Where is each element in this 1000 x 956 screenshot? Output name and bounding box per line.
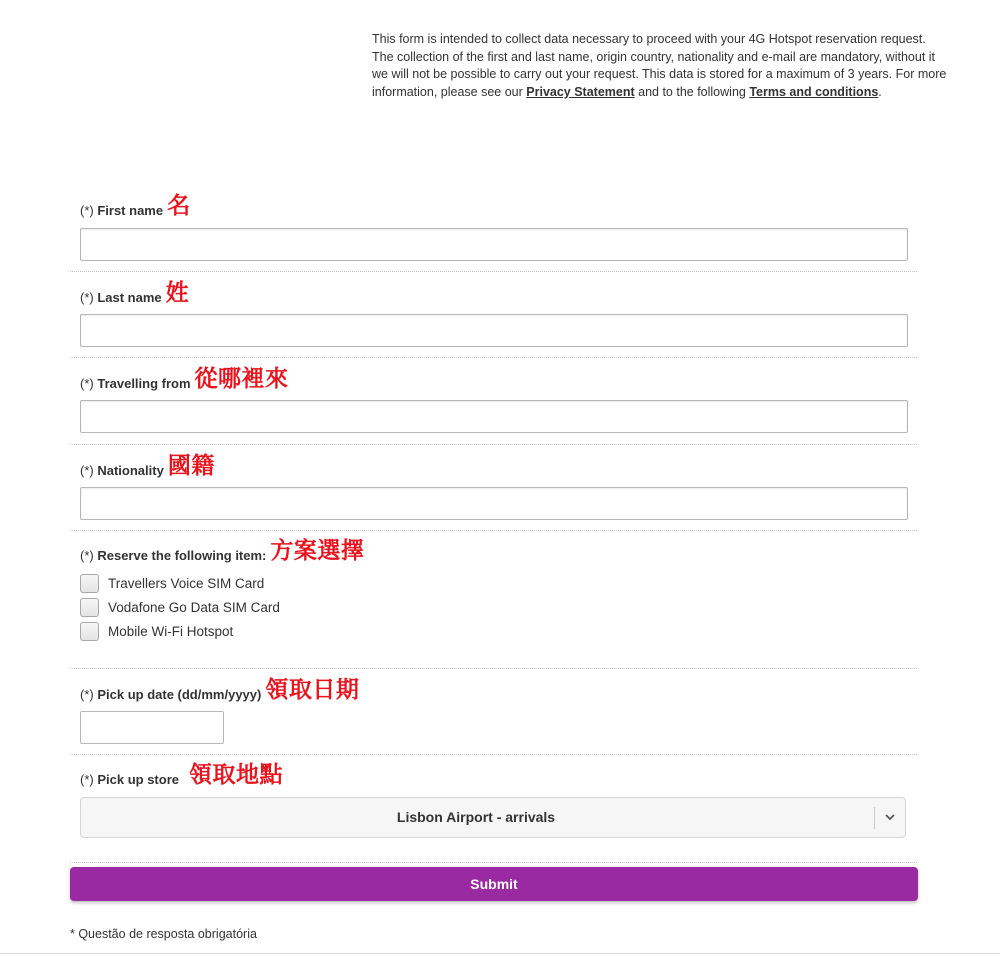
terms-conditions-link[interactable]: Terms and conditions — [749, 84, 879, 99]
divider — [70, 444, 917, 445]
divider — [70, 668, 917, 669]
form-intro — [372, 31, 947, 101]
privacy-statement-link[interactable]: Privacy Statement — [526, 84, 635, 99]
travelling-from-annotation: 從哪裡來 — [194, 366, 289, 392]
divider — [70, 862, 917, 863]
pickup-store-label-text: Pick up store — [97, 772, 179, 787]
pickup-store-annotation: 領取地點 — [188, 762, 283, 788]
required-marker: (*) — [80, 463, 94, 478]
pickup-date-input[interactable] — [80, 711, 224, 744]
travelling-from-label-text: Travelling from — [97, 376, 191, 391]
required-marker: (*) — [80, 376, 94, 391]
intro-middle-text: and to the following — [634, 84, 750, 99]
submit-button[interactable]: Submit — [70, 867, 918, 901]
data-sim-checkbox[interactable] — [80, 598, 99, 617]
first-name-label — [80, 193, 191, 219]
option-voice-sim[interactable] — [80, 574, 264, 593]
pickup-date-label — [80, 677, 359, 703]
voice-sim-label[interactable]: Travellers Voice SIM Card — [108, 576, 265, 591]
option-data-sim[interactable] — [80, 598, 280, 617]
required-marker: (*) — [80, 290, 94, 305]
first-name-input[interactable] — [80, 228, 908, 261]
intro-end-text: . — [878, 84, 882, 99]
wifi-hotspot-label[interactable]: Mobile Wi-Fi Hotspot — [108, 624, 234, 639]
pickup-store-label — [80, 762, 283, 788]
travelling-from-input[interactable] — [80, 400, 908, 433]
option-wifi-hotspot[interactable] — [80, 622, 233, 641]
nationality-label — [80, 453, 215, 479]
last-name-label-text: Last name — [97, 290, 162, 305]
divider — [70, 754, 917, 755]
reserve-item-annotation: 方案選擇 — [270, 538, 365, 564]
select-separator — [874, 807, 875, 829]
required-marker: (*) — [80, 203, 94, 218]
required-marker: (*) — [80, 687, 94, 702]
required-marker: (*) — [80, 548, 94, 563]
nationality-input[interactable] — [80, 487, 908, 520]
required-marker: (*) — [80, 772, 94, 787]
last-name-annotation: 姓 — [165, 280, 190, 306]
voice-sim-checkbox[interactable] — [80, 574, 99, 593]
data-sim-label[interactable]: Vodafone Go Data SIM Card — [108, 600, 280, 615]
pickup-date-annotation: 領取日期 — [265, 677, 360, 703]
chevron-down-icon[interactable] — [884, 811, 896, 823]
last-name-input[interactable] — [80, 314, 908, 347]
last-name-label — [80, 280, 189, 306]
divider — [70, 271, 917, 272]
pickup-store-selected-value: Lisbon Airport - arrivals — [396, 809, 556, 825]
bottom-divider — [0, 953, 1000, 954]
wifi-hotspot-checkbox[interactable] — [80, 622, 99, 641]
required-footnote: * Questão de resposta obrigatória — [70, 927, 257, 941]
travelling-from-label — [80, 366, 289, 392]
divider — [70, 357, 917, 358]
first-name-annotation: 名 — [167, 193, 191, 219]
pickup-store-select[interactable] — [80, 797, 906, 838]
nationality-annotation: 國籍 — [167, 453, 215, 479]
first-name-label-text: First name — [97, 203, 164, 218]
pickup-date-label-text: Pick up date (dd/mm/yyyy) — [97, 687, 262, 702]
divider — [70, 530, 917, 531]
reserve-item-label-text: Reserve the following item: — [97, 548, 267, 563]
nationality-label-text: Nationality — [97, 463, 164, 478]
reserve-item-label — [80, 538, 364, 564]
intro-text: This form is intended to collect data necessary to proceed with your 4G Hotspot reservation request. The collection of the first and last name, origin country, nationality and e-mail are mandatory, without it we will not be possible to carry out your request. This data is stored for a maximum of 3 years. For more information, please see our — [372, 32, 947, 99]
